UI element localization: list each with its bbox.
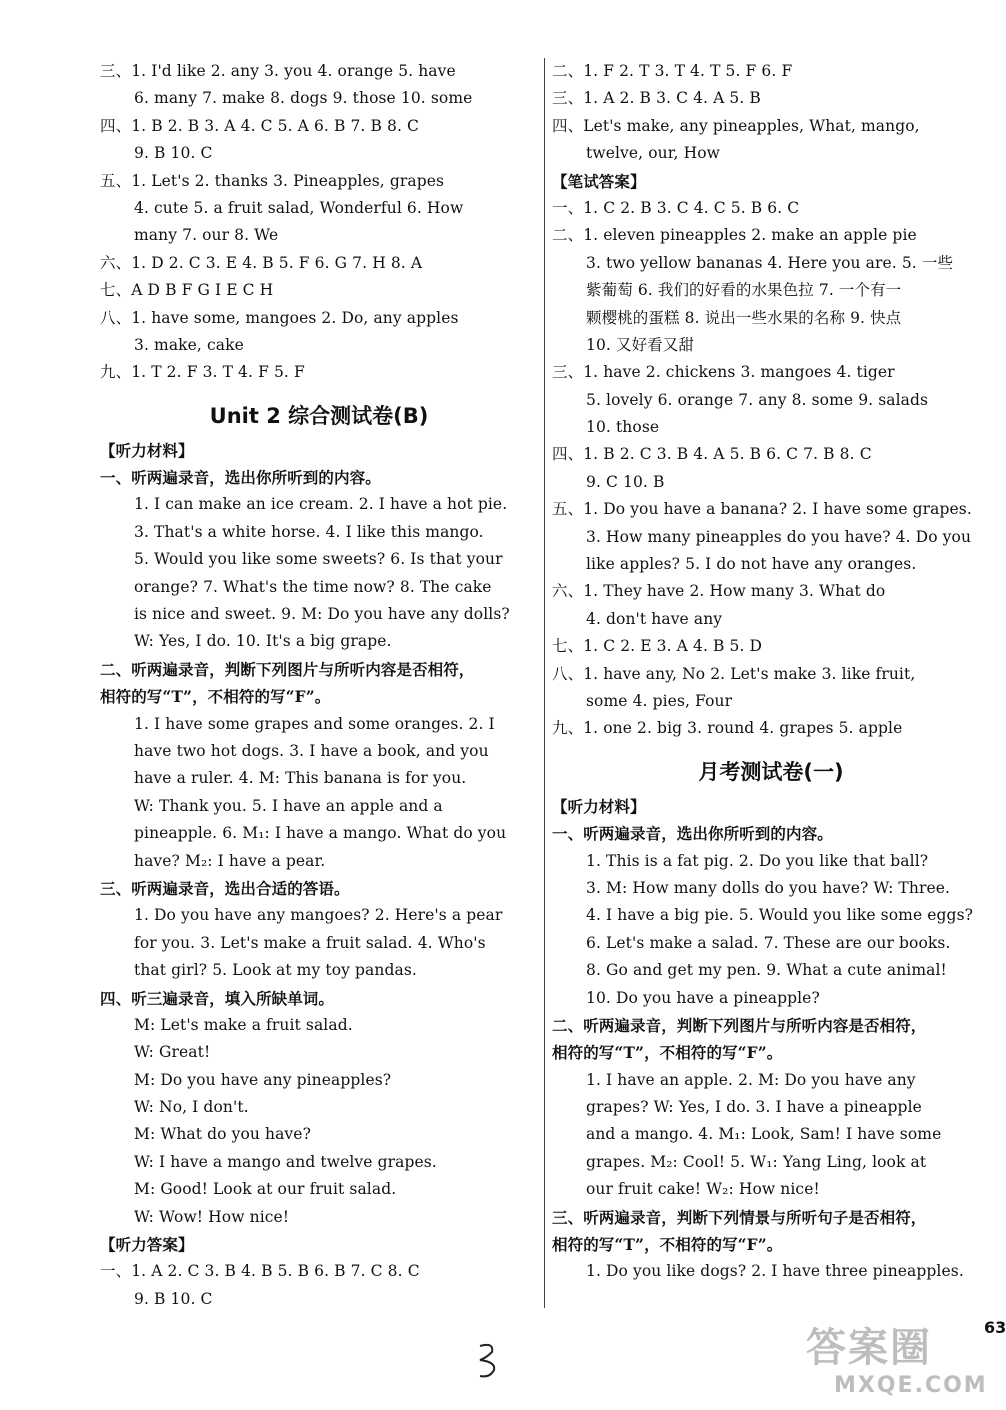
text-line: orange? 7. What's the time now? 8. The cake: [134, 577, 492, 596]
text-line: 9. B 10. C: [134, 1289, 213, 1308]
text-line: W: I have a mango and twelve grapes.: [134, 1152, 437, 1171]
section-heading: 一、听两遍录音，选出你所听到的内容。: [100, 468, 381, 488]
text-line: 3. make, cake: [134, 335, 244, 354]
section-heading: 三、听两遍录音，选出合适的答语。: [100, 878, 350, 898]
right-column: [552, 58, 990, 1286]
section-heading: 【笔试答案】: [552, 171, 646, 191]
text-line: have a ruler. 4. M: This banana is for you.: [134, 769, 467, 788]
section-heading: 二、听两遍录音，判断下列图片与所听内容是否相符，: [100, 659, 475, 679]
text-line: 1. I have an apple. 2. M: Do you have any: [586, 1070, 916, 1089]
text-line: 1. This is a fat pig. 2. Do you like that ball?: [586, 851, 929, 870]
text-line: 紫葡萄 6. 我们的好看的水果色拉 7. 一个有一: [586, 281, 902, 300]
text-line: 1. I have some grapes and some oranges. 2. I: [134, 714, 495, 733]
text-line: and a mango. 4. M₁: Look, Sam! I have some: [586, 1125, 942, 1144]
watermark-sub: MXQE.COM: [834, 1373, 988, 1398]
section-heading: 【听力材料】: [552, 796, 646, 816]
text-line: 5. Would you like some sweets? 6. Is that your: [134, 550, 503, 569]
text-line: M: Good! Look at our fruit salad.: [134, 1180, 397, 1199]
text-line: 4. cute 5. a fruit salad, Wonderful 6. How: [134, 198, 464, 217]
text-line: 三、1. A 2. B 3. C 4. A 5. B: [552, 89, 761, 108]
section-heading: 一、听两遍录音，选出你所听到的内容。: [552, 824, 833, 844]
text-line: 二、1. eleven pineapples 2. make an apple pie: [552, 226, 917, 245]
section-heading: 三、听两遍录音，判断下列情景与所听句子是否相符，: [552, 1207, 927, 1227]
text-line: M: Let's make a fruit salad.: [134, 1015, 353, 1034]
text-line: like apples? 5. I do not have any oranges.: [586, 555, 917, 574]
text-line: 八、1. have some, mangoes 2. Do, any apples: [100, 308, 459, 327]
text-line: 3. That's a white horse. 4. I like this mango.: [134, 522, 484, 541]
text-line: 八、1. have any, No 2. Let's make 3. like fruit,: [552, 664, 916, 683]
handwritten-mark: [472, 1340, 512, 1380]
text-line: 六、1. D 2. C 3. E 4. B 5. F 6. G 7. H 8. A: [100, 253, 423, 272]
section-heading: 四、听三遍录音，填入所缺单词。: [100, 988, 335, 1008]
text-line: 二、1. F 2. T 3. T 4. T 5. F 6. F: [552, 62, 793, 80]
watermark-main: 答案圈: [806, 1325, 932, 1371]
text-line: W: Thank you. 5. I have an apple and a: [134, 796, 443, 815]
text-line: 3. How many pineapples do you have? 4. Do you: [586, 527, 972, 546]
text-line: 9. C 10. B: [586, 472, 665, 491]
text-line: 三、1. have 2. chickens 3. mangoes 4. tiger: [552, 363, 895, 382]
text-line: 颗樱桃的蛋糕 8. 说出一些水果的名称 9. 快点: [586, 308, 902, 327]
text-line: 9. B 10. C: [134, 144, 213, 163]
page-number: 63: [984, 1318, 1006, 1337]
text-line: is nice and sweet. 9. M: Do you have any dolls?: [134, 605, 510, 624]
watermark: [806, 1316, 988, 1398]
text-line: 6. many 7. make 8. dogs 9. those 10. some: [134, 89, 473, 108]
section-heading: 二、听两遍录音，判断下列图片与所听内容是否相符，: [552, 1015, 927, 1035]
text-line: W: Yes, I do. 10. It's a big grape.: [134, 632, 392, 651]
text-line: 8. Go and get my pen. 9. What a cute animal!: [586, 961, 947, 980]
text-line: grapes. M₂: Cool! 5. W₁: Yang Ling, look at: [586, 1152, 927, 1171]
text-line: 4. I have a big pie. 5. Would you like some eggs?: [586, 906, 974, 925]
text-line: 10. 又好看又甜: [586, 335, 694, 354]
section-title: 月考测试卷(一): [698, 759, 844, 784]
section-title: Unit 2 综合测试卷(B): [209, 403, 429, 428]
text-line: 一、1. A 2. C 3. B 4. B 5. B 6. B 7. C 8. C: [100, 1262, 420, 1281]
text-line: 一、1. C 2. B 3. C 4. C 5. B 6. C: [552, 198, 800, 217]
text-line: 六、1. They have 2. How many 3. What do: [552, 582, 886, 601]
text-line: some 4. pies, Four: [586, 691, 733, 710]
column-divider: [544, 58, 545, 1308]
text-line: many 7. our 8. We: [134, 226, 279, 245]
text-line: 五、1. Let's 2. thanks 3. Pineapples, grapes: [100, 171, 445, 190]
text-line: M: What do you have?: [134, 1125, 311, 1144]
text-line: M: Do you have any pineapples?: [134, 1070, 392, 1089]
text-line: 10. those: [586, 418, 660, 437]
text-line: W: Great!: [134, 1043, 211, 1062]
text-line: 九、1. one 2. big 3. round 4. grapes 5. apple: [552, 719, 903, 738]
text-line: that girl? 5. Look at my toy pandas.: [134, 961, 417, 980]
text-line: grapes? W: Yes, I do. 3. I have a pineapple: [586, 1098, 922, 1117]
text-line: 3. two yellow bananas 4. Here you are. 5. 一些: [586, 253, 954, 272]
text-line: 6. Let's make a salad. 7. These are our books.: [586, 933, 951, 952]
text-line: 1. I can make an ice cream. 2. I have a hot pie.: [134, 495, 508, 514]
text-line: 3. M: How many dolls do you have? W: Three.: [586, 878, 951, 897]
text-line: 1. Do you like dogs? 2. I have three pineapples.: [586, 1262, 964, 1281]
section-heading: 相符的写“T”，不相符的写“F”。: [552, 1235, 783, 1255]
text-line: 1. Do you have any mangoes? 2. Here's a pear: [134, 906, 503, 925]
text-line: 五、1. Do you have a banana? 2. I have some grapes.: [552, 500, 972, 519]
text-line: 5. lovely 6. orange 7. any 8. some 9. salads: [586, 390, 929, 409]
text-line: 4. don't have any: [586, 609, 723, 628]
text-line: twelve, our, How: [586, 144, 721, 163]
text-line: 九、1. T 2. F 3. T 4. F 5. F: [100, 363, 305, 382]
text-line: W: No, I don't.: [134, 1098, 249, 1117]
text-line: pineapple. 6. M₁: I have a mango. What do you: [134, 824, 507, 843]
text-line: our fruit cake! W₂: How nice!: [586, 1180, 820, 1199]
text-line: 10. Do you have a pineapple?: [586, 988, 820, 1007]
section-heading: 【听力材料】: [100, 440, 194, 460]
text-line: 四、1. B 2. B 3. A 4. C 5. A 6. B 7. B 8. C: [100, 116, 419, 135]
section-heading: 【听力答案】: [100, 1235, 194, 1255]
text-line: 四、Let's make, any pineapples, What, mango,: [552, 116, 920, 135]
text-line: 七、A D B F G I E C H: [100, 281, 274, 300]
text-line: have two hot dogs. 3. I have a book, and you: [134, 741, 489, 760]
left-column: [100, 58, 538, 1313]
text-line: W: Wow! How nice!: [134, 1207, 290, 1226]
section-heading: 相符的写“T”，不相符的写“F”。: [552, 1043, 783, 1063]
text-line: for you. 3. Let's make a fruit salad. 4. Who's: [134, 933, 486, 952]
section-heading: 相符的写“T”，不相符的写“F”。: [100, 687, 331, 707]
text-line: 三、1. I'd like 2. any 3. you 4. orange 5. have: [100, 62, 456, 80]
text-line: have? M₂: I have a pear.: [134, 851, 326, 870]
text-line: 七、1. C 2. E 3. A 4. B 5. D: [552, 637, 763, 656]
text-line: 四、1. B 2. C 3. B 4. A 5. B 6. C 7. B 8. C: [552, 445, 872, 464]
